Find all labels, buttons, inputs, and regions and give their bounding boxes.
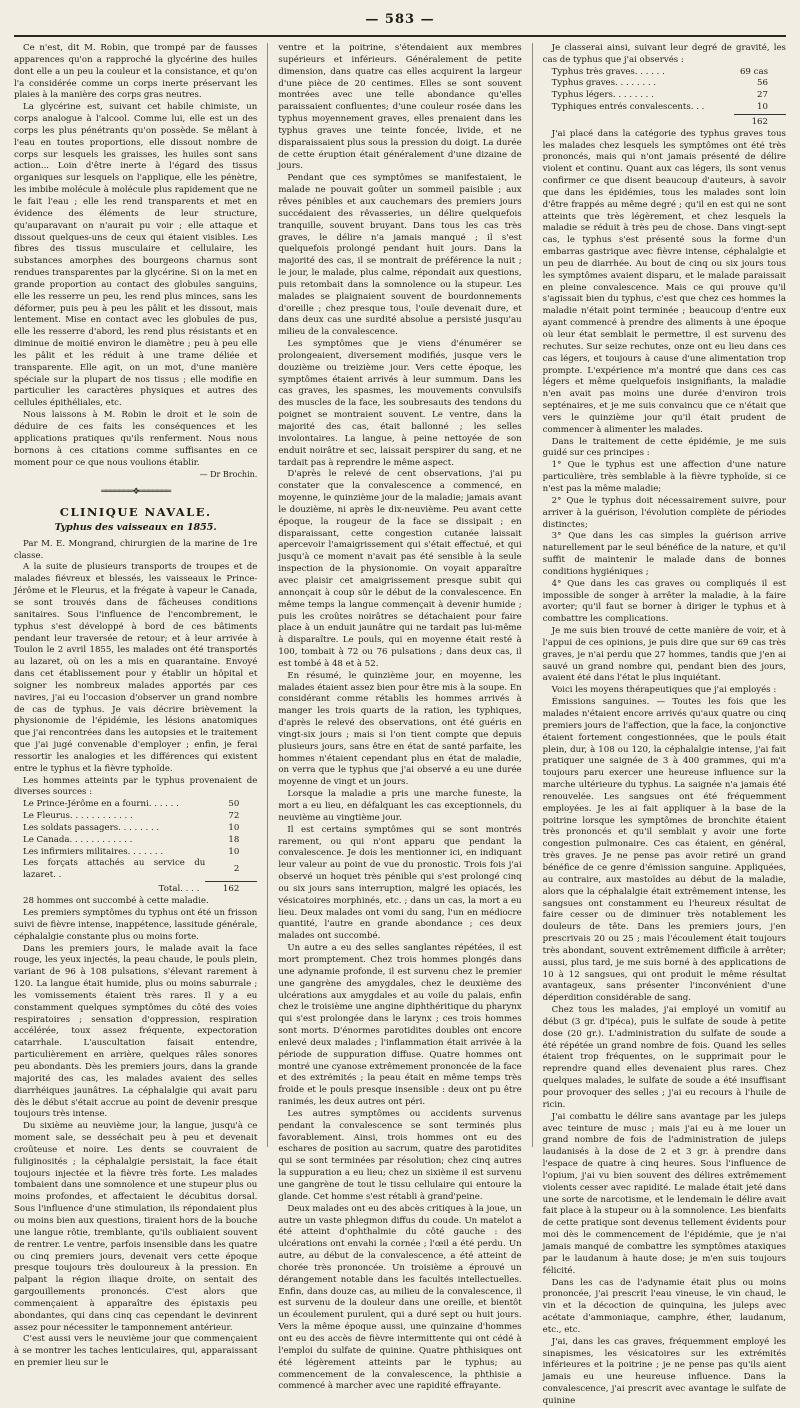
row-label: Le Prince-Jérôme en a fourni. . . . . . [23, 799, 179, 810]
paragraph: Émissions sanguines. — Toutes les fois que les malades n'étaient encore arrivés qu'aux quatre ou cinq premiers jours de l'affection, que la face, la conjonctive étaient fortement congestionnées, que le pouls était plein, dur, à 108 ou 120, la céphalalgie intense, j'ai fait pratiquer une saignée de 3 à 400 grammes, qui m'a toujours paru exercer une heureuse influence sur la marche ultérieure du typhus. La saignée n'a jamais été renouvelée. Les sangsues ont été fréquemment employées. Je les ai fait appliquer à la base de la poitrine lorsque les symptômes de bronchite étaient très prononcés et qu'il semblait y avoir une forte congestion pulmonaire. Ces cas étaient, en général, très graves. Je ne pense pas avoir retiré un grand bénéfice de ce genre d'émission sanguine. Appliquées, au contraire, aux mastoïdes au début de la maladie, alors que la céphalalgie était extrêmement intense, les sangsues ont constamment eu l'heureux résultat de faire cesser ou de diminuer très notablement les douleurs de tête. Dans les premiers jours, j'en prescrivais 20 ou 25 ; mais l'écoulement était toujours très abondant, souvent extrêmement difficile à arrêter; aussi, plus tard, je me suis borné à des applications de 10 à 12 sangsues, qui ont produit le même résultat avantageux, sans présenter l'inconvénient d'une déperdition considérable de sang. [542, 697, 786, 1004]
row-value: 56 [757, 78, 768, 89]
row-label: Les soldats passagers. . . . . . . . [23, 822, 160, 833]
paragraph: Deux malades ont eu des abcès critiques à la joue, un autre un vaste phlegmon diffus du coude. Un matelot a été atteint d'ophthalmie du côté gauche : des ulcérations ont envahi la cornée ; l'œil a été perdu. Un autre, au début de la convalescence, a été atteint de chorée très prononcée. Un troisième a éprouvé un dérangement notable dans les facultés intellectuelles. Enfin, dans douze cas, au milieu de la convalescence, il est survenu de la douleur dans une oreille, et bientôt un écoulement purulent, qui a duré sept ou huit jours. Vers la même époque aussi, une quinzaine d'hommes ont eu des accès de fièvre intermittente qui ont cédé à l'emploi du sulfate de quinine. Quatre phthisiques ont été légèrement atteints par le typhus; au commencement de la convalescence, la phthisie a commencé à marcher avec une rapidité effrayante. [278, 1203, 522, 1392]
table-total-row [14, 882, 257, 896]
paragraph: Lorsque la maladie a pris une marche funeste, la mort a eu lieu, en défalquant les cas exceptionnels, du neuvième au vingtième jour. [278, 789, 522, 823]
paragraph: 1° Que le typhus est une affection d'une nature particulière, très semblable à la fièvre typhoïde, si ce n'est pas la même maladie; [542, 460, 786, 494]
row-label: Le Fleurus. . . . . . . . . . . . [23, 811, 133, 822]
paragraph: Chez tous les malades, j'ai employé un vomitif au début (3 gr. d'ipéca), puis le sulfate de soude à petite dose (20 gr.). L'administration du sulfate de soude a été répétée un grand nombre de fois. Quand les selles étaient trop fréquentes, on le supprimait pour le reprendre quand elles devenaient plus rares. Chez quelques malades, le sulfate de soude a été insuffisant pour provoquer des selles ; j'ai eu recours à l'huile de ricin. [542, 1005, 786, 1110]
table-row [543, 78, 786, 90]
table-row [543, 102, 786, 114]
paragraph: ventre et la poitrine, s'étendaient aux membres supérieurs et inférieurs. Généralement de petite dimension, dans quatre cas elles acquirent la largeur d'une pièce de 20 centimes. Elles se sont souvent montrées avec une telle abondance qu'elles paraissaient confluentes; d'une couleur rosée dans les typhus moyennement graves, elles prenaient dans les typhus graves une teinte foncée, livide, et ne disparaissaient plus sous la pression du doigt. La durée de cette éruption était généralement d'une dizaine de jours. [278, 43, 522, 172]
table-row [14, 811, 257, 823]
paragraph: D'après le relevé de cent observations, j'ai pu constater que la convalescence a commencé, en moyenne, le quinzième jour de la maladie; jamais avant le douzième, ni après le dix-neuvième. Peu avant cette époque, la rougeur de la face se dissipait ; en disparaissant, cette congestion cutanée laissait apercevoir l'amaigrissement qui s'était effectué, et qui jusqu'à ce moment n'avait pas été sensible à la seule inspection de la physionomie. On voyait apparaître avec plaisir cet amaigrissement presque subit qui annonçait à coup sûr le début de la convalescence. En même temps la langue commençait à devenir humide ; puis les croûtes noirâtres se détachaient pour faire place à un enduit jaunâtre qui ne tardait pas lui-même à disparaître. Le pouls, qui en moyenne était resté à 100, tombait à 72 ou 76 pulsations ; dans deux cas, il est tombé à 48 et à 52. [278, 469, 522, 669]
table-row [14, 799, 257, 811]
column-separator [267, 43, 268, 1147]
row-value: 10 [757, 102, 768, 113]
row-value: 2 [233, 863, 240, 874]
row-value: 50 [228, 799, 240, 810]
row-value: 18 [228, 834, 240, 845]
paragraph: En résumé, le quinzième jour, en moyenne, les malades étaient assez bien pour être mis à la soupe. En considérant comme rétablis les hommes arrivés à manger les trois quarts de la ration, les typhiques, d'après le relevé des observations, ont été guéris en vingt-six jours ; mais si l'on tient compte que depuis plusieurs jours, sans être en état de santé parfaite, les hommes n'étaient cependant plus en état de maladie, on verra que le typhus que j'ai observé a eu une durée moyenne de vingt et un jours. [278, 670, 522, 788]
row-label: Le Canada. . . . . . . . . . . . [23, 834, 133, 845]
paragraph: 4° Que dans les cas graves ou compliqués il est impossible de songer à arrêter la maladie, à la faire avorter; qu'il faut se borner à diriger le typhus et à combattre les complications. [542, 578, 786, 625]
paragraph: Les symptômes que je viens d'énumérer se prolongeaient, diversement modifiés, jusque vers le douzième ou treizième jour. Vers cette époque, les symptômes étaient arrivés à leur summum. Dans les cas graves, les spasmes, les mouvements convulsifs des muscles de la face, les soubresauts des tendons du poignet se montraient souvent. Le ventre, dans la majorité des cas, était ballonné ; les selles involontaires. La langue, à peine nettoyée de son enduit noirâtre et sec, laissait perspirer du sang, et ne tardait pas à reprendre le même aspect. [278, 339, 522, 468]
total-label: Total. . . . [158, 884, 200, 895]
section-title: CLINIQUE NAVALE. [59, 505, 212, 520]
row-label: Typhiques entrés convalescents. . . [551, 102, 705, 113]
table-row [14, 823, 257, 835]
page-number: — 583 — [365, 12, 435, 27]
paragraph: Pendant que ces symptômes se manifestaient, le malade ne pouvait goûter un sommeil paisible ; aux rêves pénibles et aux cauchemars des premiers jours succédaient des rêvasseries, un délire quelquefois tranquille, souvent bruyant. Dans tous les cas très graves, le délire n'a jamais manqué ; il s'est quelquefois prolongé pendant huit jours. Dans la majorité des cas, il se montrait de préférence la nuit ; le jour, le malade, plus calme, répondait aux questions, puis retombait dans la somnolence ou la stupeur. Les malades se plaignaient souvent de bourdonnements d'oreille ; chez presque tous, l'ouïe devenait dure, et dans deux cas une surdité absolue a persisté jusqu'au milieu de la convalescence. [278, 173, 522, 338]
paragraph: Les autres symptômes ou accidents survenus pendant la convalescence se sont terminés plus favorablement. Ainsi, trois hommes ont eu des eschares de position au sacrum, quatre des parotidites qui se sont terminées par résolution; chez cinq autres la suppuration a eu lieu; chez un sixième il est survenu une gangrène de tout le tissu cellulaire qui entoure la glande. Cet homme s'est rétabli à grand'peine. [278, 1108, 522, 1202]
sources-table [14, 799, 257, 896]
article-columns [14, 43, 786, 1406]
column-2 [278, 43, 522, 1392]
table-total-row [543, 114, 786, 128]
header-rule [14, 35, 786, 37]
column-3 [542, 43, 786, 1406]
total-value: 162 [205, 882, 257, 896]
severity-table [543, 67, 786, 129]
paragraph: Voici les moyens thérapeutiques que j'ai employés : [551, 685, 777, 696]
table-row [543, 67, 786, 79]
paragraph: J'ai combattu le délire sans avantage par les juleps avec teinture de musc ; mais j'ai eu à me louer un grand nombre de fois de l'administration de juleps laudanisés à la dose de 2 et 3 gr. à prendre dans l'espace de quatre à cinq heures. Sous l'influence de l'opium, j'ai vu bien souvent des délires extrêmement violents cesser avec rapidité. Le malade était jeté dans une sorte de narcotisme, et le lendemain le délire avait fait place à la stupeur ou à la somnolence. Les bienfaits de cette pratique sont devenus tellement évidents pour moi dès le commencement de l'épidémie, que je n'ai jamais manqué de combattre les symptômes ataxiques par le laudanum à haute dose; je m'en suis toujours félicité. [542, 1111, 786, 1276]
total-value: 162 [734, 114, 786, 128]
paragraph: 3° Que dans les cas simples la guérison arrive naturellement par le seul bénéfice de la nature, et qu'il suffit de maintenir le malade dans de bonnes conditions hygiéniques ; [542, 531, 786, 577]
paragraph: Dans le traitement de cette épidémie, je me suis guidé sur ces principes : [542, 436, 786, 459]
paragraph: Ce n'est, dit M. Robin, que trompé par de fausses apparences qu'on a rapproché la glycérine des huiles dont elle a un peu la couleur et la consistance, et qu'on l'a considérée comme un corps inerte préservant les plaies à la manière des corps gras neutres. [14, 43, 258, 101]
paragraph: Les hommes atteints par le typhus provenaient de diverses sources : [14, 775, 258, 798]
paragraph: J'ai, dans les cas graves, fréquemment employé les sinapismes, les vésicatoires sur les extrémités inférieures et la poitrine ; je ne pense pas qu'ils aient jamais eu une heureuse influence. Dans la convalescence, j'ai prescrit avec avantage le sulfate de quinine [542, 1336, 786, 1406]
row-label: Typhus graves. . . . . . . . [551, 78, 657, 89]
paragraph: Du sixième au neuvième jour, la langue, jusqu'à ce moment sale, se desséchait peu à peu et devenait croûteuse et noire. Les dents se couvraient de fuliginosités ; la céphalalgie persistait, la face était toujours injectée et la fièvre très forte. Les malades tombaient dans une somnolence et une stupeur plus ou moins profondes, et affectaient le décubitus dorsal. Sous l'influence d'une stimulation, ils répondaient plus ou moins bien aux questions, tiraient hors de la bouche une langue rôtie, tremblante, qu'ils oubliaient souvent de rentrer. Le ventre, parfois insensible dans les quatre ou cinq premiers jours, devenait vers cette époque presque toujours très douloureux à la pression. En palpant la région iliaque droite, on sentait des gargouillements prononcés. C'est alors que commençaient à apparaître des épistaxis peu abondantes, qui dans cinq cas cependant le devinrent assez pour nécessiter le tamponnement antérieur. [14, 1121, 258, 1333]
row-label: Les infirmiers militaires. . . . . . . [23, 846, 164, 857]
paragraph: A la suite de plusieurs transports de troupes et de malades fiévreux et blessés, les vaisseaux le Prince-Jérôme et le Fleurus, et la frégate à vapeur le Canada, se sont trouvés dans de fâcheuses conditions sanitaires. Sous l'influence de l'encombrement, le typhus s'est développé à bord de ces bâtiments pendant leur traversée de retour; et à leur arrivée à Toulon le 2 avril 1855, les malades ont été transportés au lazaret, où on les a mis en quarantaine. Envoyé dans cet établissement pour y établir un hôpital et soigner les nombreux malades apportés par ces navires, j'ai eu l'occasion d'observer un grand nombre de cas de typhus. Je vais décrire brièvement la physionomie de l'épidémie, les lésions anatomiques que j'ai rencontrées dans les autopsies et le traitement que j'ai jugé convenable d'employer ; enfin, je ferai ressortir les analogies et les différences qui existent entre le typhus et la fièvre typhoïde. [14, 562, 258, 774]
row-value: 72 [228, 811, 240, 822]
paragraph: La glycérine est, suivant cet habile chimiste, un corps analogue à l'alcool. Comme lui, elle est un des corps les plus pénétrants qu'on possède. Se mêlant à l'eau en toutes proportions, elle dissout nombre de corps sur lesquels les graisses, les huiles sont sans action... Loin d'être inerte à l'égard des tissus organiques sur lesquels on l'applique, elle les pénètre, les imbibe molécule à molécule plus rapidement que ne le fait l'eau ; elle les rend transparents et met en évidence des éléments de leur structure, qu'auparavant on n'aurait pu voir ; elle attaque et dissout quelques-uns de ceux qui étaient visibles. Les fibres des tissus musculaire et cellulaire, les substances amorphes des bourgeons charnus sont rendues transparentes par la glycérine. Si on la met en grande proportion au contact des globules sanguins, elle les resserre un peu, les rend plus minces, sans les déformer, puis peu à peu les pâlit et les dissout, mais lentement. Mise en contact avec les globules de pus, elle les resserre d'abord, les rend plus résistants et en diminue de moitié environ le diamètre ; peu à peu elle les pâlit et les réduit à une trame déliée et transparente. Elle agit, on un mot, d'une manière spéciale sur la plupart de nos tissus ; elle modifie en particulier les caractères physiques et autres des cellules épithéliales, etc. [14, 102, 258, 409]
paragraph: Je me suis bien trouvé de cette manière de voir, et à l'appui de ces opinions, je puis dire que sur 69 cas très graves, je n'ai perdu que 27 hommes, tandis que j'en ai sauvé un grand nombre qui, pendant bien des jours, avaient été dans l'état le plus inquiétant. [542, 626, 786, 684]
paragraph: Un autre a eu des selles sanglantes répétées, il est mort promptement. Chez trois hommes plongés dans une adynamie profonde, il est survenu chez le premier une gangrène des amygdales, chez le deuxième des ulcérations aux amygdales et au voile du palais, enfin chez le troisième une angine diphthéritique du pharynx qui s'est prolongée dans le larynx ; ces trois hommes sont morts. D'énormes parotidites doubles ont encore enlevé deux malades ; l'inflammation était arrivée à la période de suppuration diffuse. Quatre hommes ont montré une cyanose extrêmement prononcée de la face et des extrémités ; la peau était en même temps très froide et le pouls presque insensible : deux ont pu être ranimés, les deux autres ont péri. [278, 943, 522, 1108]
paragraph: Il est certains symptômes qui se sont montrés rarement, ou qui n'ont apparu que pendant la convalescence. Je dois les mentionner ici, en indiquant leur valeur au point de vue du pronostic. Trois fois j'ai observé un hoquet très pénible qui s'est prolongé cinq ou six jours sans interruption, malgré les opiacés, les vésicatoires morphinés, etc. ; dans un cas, la mort a eu lieu. Deux malades ont vomi du sang, l'un en médiocre quantité, l'autre en grande abondance ; ces deux malades ont succombé. [278, 824, 522, 942]
table-row [543, 90, 786, 102]
article-subtitle: Typhus des vaisseaux en 1855. [54, 521, 217, 533]
paragraph: 28 hommes ont succombé à cette maladie. [23, 896, 209, 907]
table-row [14, 835, 257, 847]
paragraph: Les premiers symptômes du typhus ont été un frisson suivi de fièvre intense, inappétence, lassitude générale, céphalalgie constante plus ou moins forte. [14, 908, 258, 942]
paragraph: Je classerai ainsi, suivant leur degré de gravité, les cas de typhus que j'ai observés : [542, 43, 786, 65]
table-row [14, 847, 257, 859]
row-value: 10 [228, 846, 240, 857]
row-label: Typhus légers. . . . . . . . [551, 90, 654, 101]
paragraph: J'ai placé dans la catégorie des typhus graves tous les malades chez lesquels les symptômes ont été très prononcés, mais qui n'ont jamais présenté de délire violent et continu. Quant aux cas légers, ils sont venus confirmer ce que disent beaucoup d'auteurs, à savoir que dans les épidémies, tous les malades sont loin d'être frappés au même degré ; qu'il en est qui ne sont atteints que très légèrement, et chez lesquels la maladie se réduit à très peu de chose. Dans vingt-sept cas, le typhus s'est présenté sous la forme d'un embarras gastrique avec fièvre intense, céphalalgie et un peu de diarrhée. Au bout de cinq ou six jours tous les symptômes avaient disparu, et le malade paraissait en pleine convalescence. Mais ce qui prouve qu'il s'agissait bien du typhus, c'est que chez ces hommes la maladie n'était point terminée ; beaucoup d'entre eux ayant commencé à prendre des aliments à une époque où leur état semblait le permettre, il est survenu des rechutes. Sur seize rechutes, onze ont eu lieu dans ces cas légers, et toujours à cause d'une alimentation trop prompte. L'expérience m'a montré que dans ces cas légers et même quelquefois insignifiants, la maladie n'en avait pas moins une durée d'environ trois septénaires, et je me suis convaincu que ce n'était que vers le quinzième jour qu'il était prudent de commencer à alimenter les malades. [542, 128, 786, 435]
row-label: Les forçats attachés au service du lazaret. . [23, 858, 206, 881]
paragraph: Dans les premiers jours, le malade avait la face rouge, les yeux injectés, la peau chaude, le pouls plein, variant de 96 à 108 pulsations, s'élevant rarement à 120. La langue était humide, plus ou moins saburrale ; les vomissements étaient très rares. Il y a eu constamment quelques symptômes du côté des voies respiratoires ; sensation d'oppression, respiration accélérée, toux assez fréquente, expectoration catarrhale. L'auscultation faisait entendre, particulièrement en arrière, quelques râles sonores peu abondants. Dès les premiers jours, dans la grande majorité des cas, les malades avaient des selles diarrhéiques jaunâtres. La céphalalgie qui avait paru dès le début s'était accrue au point de devenir presque toujours très intense. [14, 943, 258, 1120]
row-value: 27 [757, 90, 768, 101]
paragraph: 2° Que le typhus doit nécessairement suivre, pour arriver à la guérison, l'évolution complète de périodes distinctes; [542, 495, 786, 530]
paragraph: C'est aussi vers le neuvième jour que commençaient à se montrer les taches lenticulaires, qui, apparaissant en premier lieu sur le [14, 1334, 258, 1369]
ornamental-divider: ═══════❖═══════ [101, 487, 171, 498]
article-byline: Par M. E. Mongrand, chirurgien de la marine de 1re classe. [14, 538, 258, 561]
column-1 [14, 43, 258, 1369]
row-label: Typhus très graves. . . . . . [551, 66, 665, 77]
table-row [14, 858, 257, 882]
paragraph: Nous laissons à M. Robin le droit et le soin de déduire de ces faits les conséquences et les applications pratiques qu'ils renferment. Nous nous bornons à ces citations comme suffisantes en ce moment pour ce que nous voulions établir. [14, 410, 258, 468]
paragraph: Dans les cas de l'adynamie était plus ou moins prononcée, j'ai prescrit l'eau vineuse, le vin chaud, le vin et la décoction de quinquina, les juleps avec acétate d'ammoniaque, camphre, éther, laudanum, etc., etc. [542, 1277, 786, 1335]
row-value: 69 cas [739, 66, 768, 77]
column-separator [532, 43, 533, 1147]
row-value: 10 [228, 822, 240, 833]
total-label [543, 114, 734, 128]
author-signature: — Dr Brochin. [199, 470, 258, 480]
